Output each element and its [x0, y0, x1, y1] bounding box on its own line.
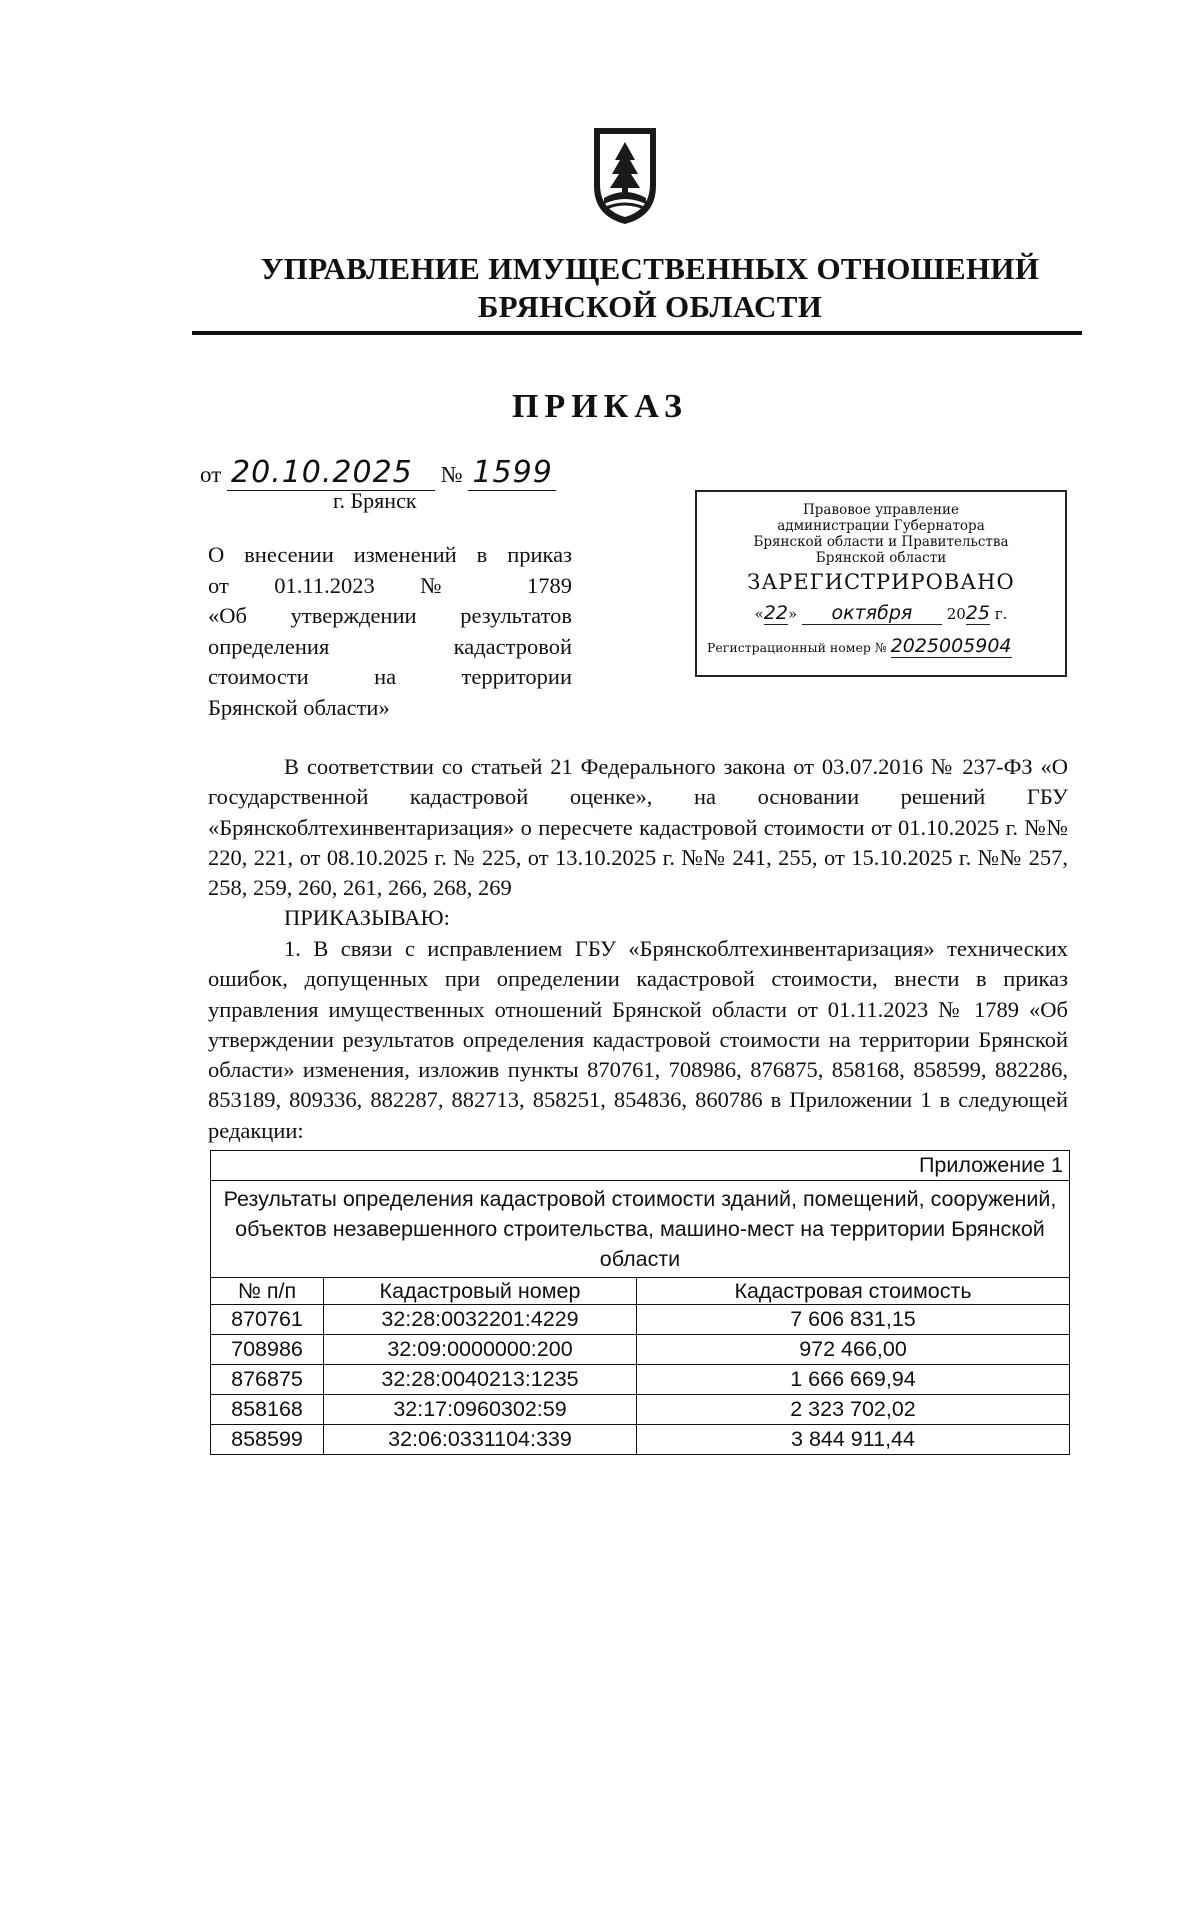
order-date-underline: [227, 455, 435, 491]
document-title: ПРИКАЗ: [512, 388, 688, 425]
cadastral-number: 32:09:0000000:200: [324, 1335, 637, 1365]
row-number: 858599: [211, 1425, 324, 1455]
table-row: [211, 1425, 1070, 1455]
stamp-year-suffix: 25: [965, 602, 990, 624]
table-row: [211, 1305, 1070, 1335]
table-row: [211, 1335, 1070, 1365]
org-name-line2: БРЯНСКОЙ ОБЛАСТИ: [477, 289, 823, 324]
subject-line: О внесении изменений в приказ: [208, 542, 572, 567]
preamble-paragraph: В соответствии со статьей 21 Федерального закона от 03.07.2016 № 237-ФЗ «О государственной кадастровой оценке», на основании решений ГБУ «Брянскоблтехинвентаризация» о пересчете кадастровой стоимости от 01.10.2025 г. №№ 220, 221, от 08.10.2025 г. № 225, от 13.10.2025 г. №№ 241, 255, от 15.10.2025 г. №№ 257, 258, 259, 260, 261, 266, 268, 269: [208, 754, 1068, 901]
stamp-line: Брянской области: [815, 550, 947, 566]
stamp-reg: [697, 635, 1065, 657]
table-header-row: [211, 1278, 1070, 1305]
stamp-day: 22: [763, 602, 788, 624]
row-number: 858168: [211, 1395, 324, 1425]
city: г. Брянск: [333, 488, 417, 513]
order-date-line: [200, 455, 556, 491]
cadastral-number: 32:06:0331104:339: [324, 1425, 637, 1455]
cadastral-value: 3 844 911,44: [637, 1425, 1070, 1455]
cadastral-value: 972 466,00: [637, 1335, 1070, 1365]
order-date: 20.10.2025: [231, 455, 413, 490]
cadastral-value: 7 606 831,15: [637, 1305, 1070, 1335]
order-subject: [208, 540, 572, 723]
header-cell: Кадастровая стоимость: [637, 1278, 1070, 1305]
number-label: №: [440, 462, 463, 487]
subject-line: «Об утверждении результатов: [208, 603, 572, 628]
stamp-year-label: г.: [994, 605, 1008, 623]
cadastral-number: 32:28:0032201:4229: [324, 1305, 637, 1335]
cadastral-value: 1 666 669,94: [637, 1365, 1070, 1395]
row-number: 870761: [211, 1305, 324, 1335]
order-number-underline: [468, 455, 556, 491]
from-label: от: [200, 462, 222, 487]
stamp-line: администрации Губернатора: [777, 518, 985, 534]
header-cell: Кадастровый номер: [324, 1278, 637, 1305]
registration-stamp: [695, 490, 1067, 677]
cadastral-number: 32:17:0960302:59: [324, 1395, 637, 1425]
row-number: 876875: [211, 1365, 324, 1395]
subject-line: Брянской области»: [208, 694, 390, 720]
clause-1-paragraph: 1. В связи с исправлением ГБУ «Брянскоблтехинвентаризация» технических ошибок, допущенных при определении кадастровой стоимости, внести в приказ управления имущественных отношений Брянской области от 01.11.2023 № 1789 «Об утверждении результатов определения кадастровой стоимости на территории Брянской области» изменения, изложив пункты 870761, 708986, 876875, 858168, 858599, 882286, 853189, 809336, 882287, 882713, 858251, 854836, 860786 в Приложении 1 в следующей редакции:: [208, 936, 1068, 1143]
order-number: 1599: [472, 455, 553, 490]
stamp-reg-label: Регистрационный номер №: [707, 640, 887, 655]
cadastral-value-table: [210, 1150, 1070, 1455]
cadastral-number: 32:28:0040213:1235: [324, 1365, 637, 1395]
table-caption: Результаты определения кадастровой стоимости зданий, помещений, сооружений, объектов незавершенного строительства, машино-мест на территории Брянской области: [211, 1181, 1070, 1278]
orders-heading: ПРИКАЗЫВАЮ:: [284, 905, 450, 930]
subject-line: от 01.11.2023 № 1789: [208, 572, 572, 598]
stamp-reg-number: 2025005904: [890, 635, 1012, 657]
row-number: 708986: [211, 1335, 324, 1365]
table-row: [211, 1365, 1070, 1395]
stamp-date: «22» октября 2025 г.: [754, 602, 1008, 624]
header-cell: № п/п: [211, 1278, 324, 1305]
stamp-line: Брянской области и Правительства: [753, 534, 1009, 550]
coat-of-arms-icon: [588, 124, 662, 226]
stamp-month: октября: [802, 602, 942, 625]
appendix-label: Приложение 1: [211, 1151, 1070, 1181]
stamp-line: Правовое управление: [803, 502, 959, 518]
stamp-registered: ЗАРЕГИСТРИРОВАНО: [747, 570, 1015, 594]
subject-line: определения кадастровой: [208, 633, 572, 659]
org-name-line1: УПРАВЛЕНИЕ ИМУЩЕСТВЕННЫХ ОТНОШЕНИЙ: [260, 251, 1040, 286]
subject-line: стоимости на территории: [208, 664, 572, 689]
table-row: [211, 1395, 1070, 1425]
header-divider: [192, 331, 1082, 335]
cadastral-value: 2 323 702,02: [637, 1395, 1070, 1425]
stamp-year-prefix: 20: [946, 605, 966, 623]
